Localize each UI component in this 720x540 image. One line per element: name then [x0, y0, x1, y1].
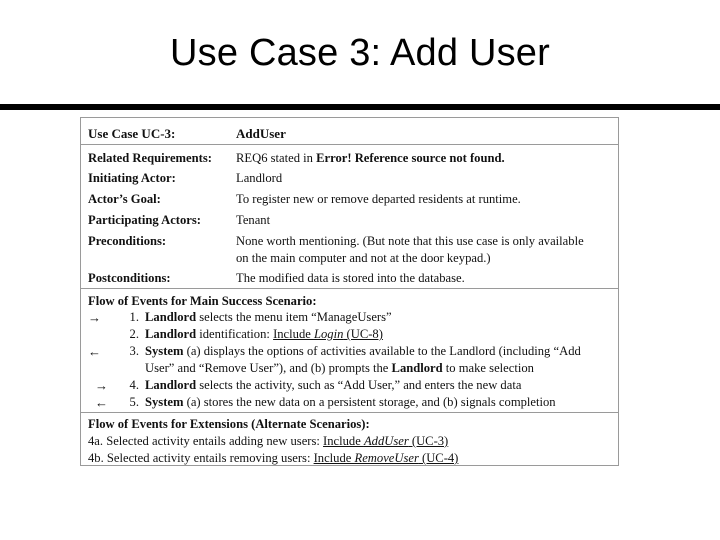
use-case-table	[80, 117, 619, 466]
include-login-link[interactable]: Include Login (UC-8)	[273, 327, 383, 341]
step-number: 5.	[129, 395, 139, 409]
extensions-section	[81, 413, 618, 465]
field-value-preconditions-line2: on the main computer and not at the door keypad.)	[236, 251, 491, 265]
field-value-initiating-actor: Landlord	[236, 171, 283, 185]
arrow-right-icon: →	[95, 378, 108, 393]
extension-4b: 4b. Selected activity entails removing users: Include RemoveUser (UC-4)	[88, 451, 459, 465]
extensions-heading: Flow of Events for Extensions (Alternate Scenarios):	[88, 417, 370, 431]
step-number: 3.	[129, 344, 139, 358]
field-value-preconditions-line1: None worth mentioning. (But note that this use case is only available	[236, 234, 584, 248]
main-flow-heading: Flow of Events for Main Success Scenario:	[88, 294, 317, 308]
step-4-text: Landlord selects the activity, such as “Add User,” and enters the new data	[145, 378, 522, 392]
main-flow-section	[81, 289, 618, 413]
field-label-actors-goal: Actor’s Goal:	[88, 192, 161, 206]
use-case-fields	[81, 145, 618, 289]
field-label-initiating-actor: Initiating Actor:	[88, 171, 176, 185]
step-number: 2.	[129, 327, 139, 341]
field-label-related-requirements: Related Requirements:	[88, 151, 212, 165]
arrow-left-icon: ←	[95, 395, 108, 410]
include-removeuser-link[interactable]: Include RemoveUser (UC-4)	[313, 451, 459, 465]
field-label-participating-actors: Participating Actors:	[88, 213, 201, 227]
step-2-text: Landlord identification: Include Login (UC-8)	[145, 327, 383, 341]
use-case-name: AddUser	[236, 126, 286, 141]
arrow-right-icon: →	[88, 310, 101, 325]
step-number: 1.	[129, 310, 139, 324]
step-number: 4.	[129, 378, 139, 392]
include-adduser-link[interactable]: Include AddUser (UC-3)	[323, 434, 449, 448]
step-5-text: System (a) stores the new data on a persistent storage, and (b) signals completion	[145, 395, 556, 409]
arrow-left-icon: ←	[88, 344, 101, 359]
field-value-related-requirements: REQ6 stated in Error! Reference source not found.	[236, 151, 505, 165]
field-value-participating-actors: Tenant	[236, 213, 271, 227]
field-label-preconditions: Preconditions:	[88, 234, 167, 248]
step-3-text-line2: User” and “Remove User”), and (b) prompts the Landlord to make selection	[145, 361, 534, 375]
use-case-id-label: Use Case UC-3:	[88, 126, 176, 141]
title-divider	[0, 104, 720, 110]
slide-title: Use Case 3: Add User	[170, 32, 550, 74]
step-1-text: Landlord selects the menu item “ManageUsers”	[145, 310, 392, 324]
use-case-header-row	[81, 118, 618, 145]
step-3-text-line1: System (a) displays the options of activities available to the Landlord (including “Add	[145, 344, 581, 358]
extension-4a: 4a. Selected activity entails adding new users: Include AddUser (UC-3)	[88, 434, 449, 448]
field-label-postconditions: Postconditions:	[88, 271, 171, 285]
field-value-postconditions: The modified data is stored into the database.	[236, 271, 465, 285]
field-value-actors-goal: To register new or remove departed residents at runtime.	[236, 192, 521, 206]
